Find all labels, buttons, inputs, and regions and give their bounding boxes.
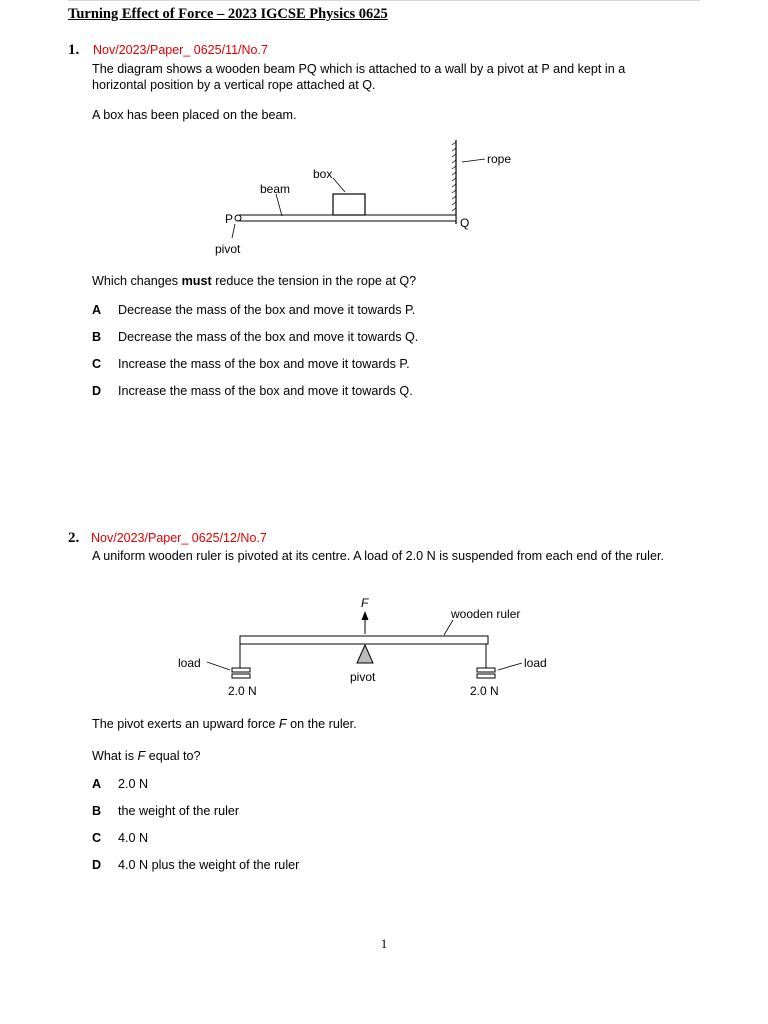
prompt-start: What is <box>92 749 138 763</box>
label-q: Q <box>460 216 470 230</box>
right-load-top <box>477 668 495 672</box>
label-box: box <box>313 167 333 181</box>
option-letter: D <box>92 384 102 398</box>
ruler-diagram <box>170 592 570 702</box>
question-1-prompt-start: Which changes <box>92 274 182 288</box>
label-load-left: load <box>178 656 201 670</box>
question-1-source: Nov/2023/Paper_ 0625/11/No.7 <box>93 43 268 57</box>
option-letter: C <box>92 831 102 845</box>
label-load-right: load <box>524 656 547 670</box>
option-letter: C <box>92 357 102 371</box>
pivot-triangle <box>357 645 373 663</box>
question-2-option-b[interactable] <box>92 804 239 818</box>
option-letter: B <box>92 804 102 818</box>
option-letter: B <box>92 330 102 344</box>
rope-leader <box>462 159 485 162</box>
ruler <box>240 636 488 644</box>
question-1-prompt-emphasis: must <box>181 274 212 288</box>
question-1-option-d[interactable] <box>92 384 413 398</box>
option-letter: D <box>92 858 102 872</box>
left-load-bottom <box>232 674 250 678</box>
label-p: P <box>225 212 234 226</box>
option-text: 4.0 N plus the weight of the ruler <box>118 858 300 872</box>
beam-leader <box>276 194 282 216</box>
label-wooden-ruler: wooden ruler <box>451 607 521 621</box>
left-load-top <box>232 668 250 672</box>
statement-end: on the ruler. <box>286 717 357 731</box>
question-1-prompt-end: reduce the tension in the rope at Q? <box>211 274 417 288</box>
right-load-bottom <box>477 674 495 678</box>
question-2-prompt <box>92 748 201 764</box>
question-2-intro: A uniform wooden ruler is pivoted at its centre. A load of 2.0 N is suspended from each end of the ruler. <box>92 549 664 563</box>
right-load-leader <box>498 663 522 670</box>
question-1-intro: The diagram shows a wooden beam PQ which is attached to a wall by a pivot at P and kept in a horizontal position by a vertical rope attached at Q. <box>92 62 626 92</box>
option-text: 2.0 N <box>118 777 149 791</box>
ruler-leader <box>444 620 453 635</box>
question-1-option-b[interactable] <box>92 330 418 344</box>
question-1-box-note: A box has been placed on the beam. <box>92 108 297 122</box>
label-weight-left: 2.0 N <box>228 684 257 698</box>
question-2-option-c[interactable] <box>92 831 148 845</box>
question-1-option-a[interactable] <box>92 303 415 317</box>
label-pivot: pivot <box>215 242 241 256</box>
label-rope: rope <box>487 152 512 166</box>
option-letter: A <box>92 777 102 791</box>
header-rule <box>68 0 700 1</box>
statement-start: The pivot exerts an upward force <box>92 717 279 731</box>
label-beam: beam <box>260 182 291 196</box>
box-leader <box>333 178 345 192</box>
beam-diagram <box>200 132 540 262</box>
pivot-p <box>235 215 241 221</box>
box <box>333 194 365 215</box>
prompt-force-symbol: F <box>137 749 146 763</box>
label-pivot: pivot <box>350 670 376 684</box>
question-1-prompt <box>92 273 416 289</box>
question-2-source: Nov/2023/Paper_ 0625/12/No.7 <box>91 531 267 545</box>
pivot-leader <box>232 224 235 238</box>
question-2-option-d[interactable] <box>92 858 299 872</box>
label-weight-right: 2.0 N <box>470 684 499 698</box>
label-force: F <box>361 596 369 610</box>
force-arrow-head <box>362 611 369 620</box>
option-text: Increase the mass of the box and move it towards P. <box>118 357 410 371</box>
beam <box>240 215 456 221</box>
question-1-number: 1. <box>68 42 80 58</box>
option-text: 4.0 N <box>118 831 149 845</box>
question-2-option-a[interactable] <box>92 777 148 791</box>
option-text: Decrease the mass of the box and move it towards Q. <box>118 330 419 344</box>
page-number: 1 <box>380 936 388 951</box>
prompt-end: equal to? <box>145 749 201 763</box>
option-letter: A <box>92 303 102 317</box>
statement-force-symbol: F <box>278 717 287 731</box>
option-text: the weight of the ruler <box>118 804 240 818</box>
option-text: Increase the mass of the box and move it towards Q. <box>118 384 413 398</box>
page-title: Turning Effect of Force – 2023 IGCSE Physics 0625 <box>68 6 388 22</box>
option-text: Decrease the mass of the box and move it towards P. <box>118 303 416 317</box>
question-2-statement <box>92 716 357 732</box>
question-2-number: 2. <box>68 530 80 546</box>
question-1-option-c[interactable] <box>92 357 410 371</box>
left-load-leader <box>207 662 230 670</box>
